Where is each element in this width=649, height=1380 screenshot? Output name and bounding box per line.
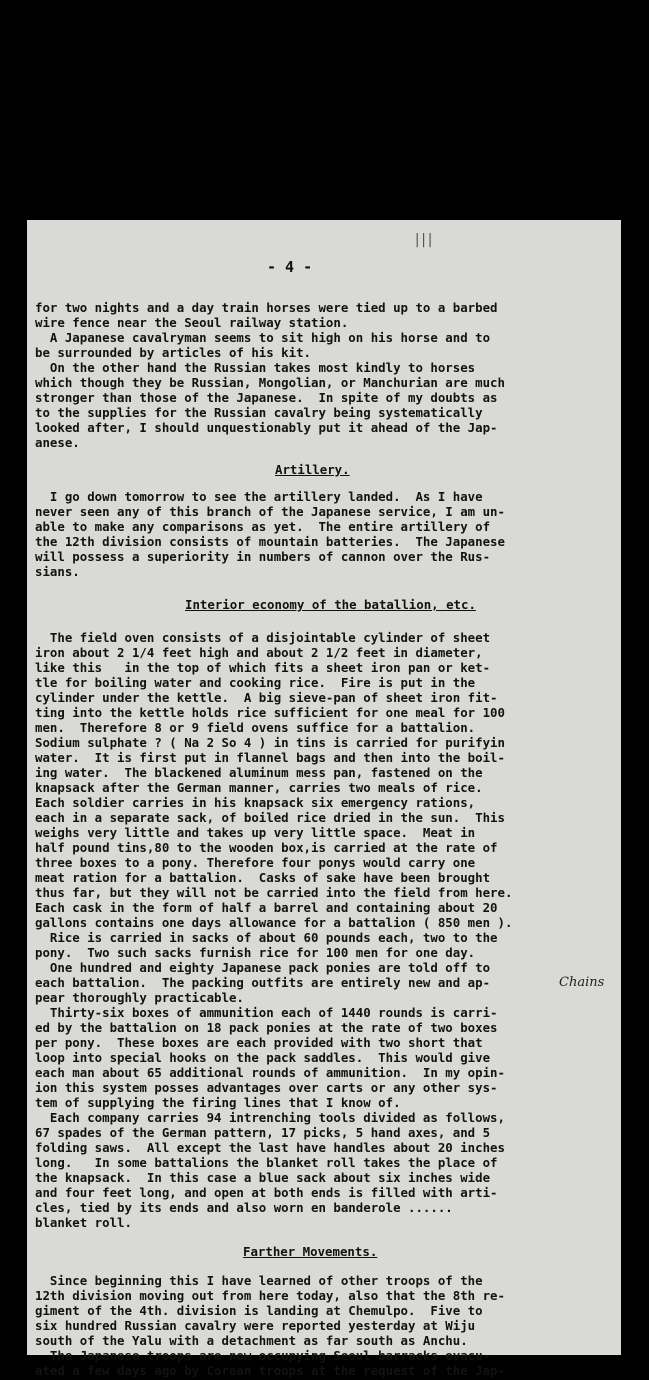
text-line: I go down tomorrow to see the artillery landed. As I have — [35, 489, 483, 504]
text-line: per pony. These boxes are each provided with two short that — [35, 1035, 483, 1050]
text-line: half pound tins,80 to the wooden box,is carried at the rate of — [35, 840, 498, 855]
ink-mark: ||| — [413, 232, 433, 248]
paragraph-farther-movements — [35, 1273, 613, 1378]
heading-farther-movements: Farther Movements. — [243, 1244, 378, 1259]
handwritten-margin-note: Chains — [559, 975, 605, 990]
text-line: like this in the top of which fits a sheet iron pan or ket- — [35, 660, 491, 675]
text-line: the knapsack. In this case a blue sack about six inches wide — [35, 1170, 491, 1185]
text-line: stronger than those of the Japanese. In spite of my doubts as — [35, 390, 498, 405]
document-page — [27, 220, 621, 1378]
text-line: Sodium sulphate ? ( Na 2 So 4 ) in tins is carried for purifyin — [35, 735, 505, 750]
text-line: blanket roll. — [35, 1215, 132, 1230]
text-line: ting into the kettle holds rice sufficient for one meal for 100 — [35, 705, 505, 720]
text-line: ated a few days ago by Corean troops at the request of the Jap- — [35, 1363, 505, 1378]
text-line: 12th division moving out from here today, also that the 8th re- — [35, 1288, 505, 1303]
paragraph-cavalry — [35, 300, 613, 450]
heading-artillery: Artillery. — [275, 462, 350, 477]
text-line: each battalion. The packing outfits are entirely new and ap- — [35, 975, 491, 990]
text-line: anese. — [35, 435, 80, 450]
text-line: for two nights and a day train horses were tied up to a barbed — [35, 300, 498, 315]
text-line: Each cask in the form of half a barrel and containing about 20 — [35, 900, 498, 915]
text-line: knapsack after the German manner, carries two meals of rice. — [35, 780, 483, 795]
text-line: which though they be Russian, Mongolian, or Manchurian are much — [35, 375, 505, 390]
text-line: cles, tied by its ends and also worn en banderole ...... — [35, 1200, 453, 1215]
text-line: folding saws. All except the last have handles about 20 inches — [35, 1140, 505, 1155]
text-line: cylinder under the kettle. A big sieve-pan of sheet iron fit- — [35, 690, 498, 705]
text-line: ed by the battalion on 18 pack ponies at the rate of two boxes — [35, 1020, 498, 1035]
text-line: men. Therefore 8 or 9 field ovens suffice for a battalion. — [35, 720, 476, 735]
text-line: Each soldier carries in his knapsack six emergency rations, — [35, 795, 476, 810]
text-line: long. In some battalions the blanket roll takes the place of — [35, 1155, 498, 1170]
text-line: weighs very little and takes up very little space. Meat in — [35, 825, 476, 840]
text-line: gallons contains one days allowance for a battalion ( 850 men ). — [35, 915, 513, 930]
text-line: The field oven consists of a disjointable cylinder of sheet — [35, 630, 491, 645]
paragraph-artillery — [35, 489, 613, 579]
text-line: loop into special hooks on the pack saddles. This would give — [35, 1050, 491, 1065]
text-line: each man about 65 additional rounds of ammunition. In my opin- — [35, 1065, 505, 1080]
text-line: sians. — [35, 564, 80, 579]
text-line: Thirty-six boxes of ammunition each of 1440 rounds is carri- — [35, 1005, 498, 1020]
text-line: Since beginning this I have learned of other troops of the — [35, 1273, 483, 1288]
text-line: the 12th division consists of mountain batteries. The Japanese — [35, 534, 505, 549]
text-line: wire fence near the Seoul railway station. — [35, 315, 349, 330]
text-line: One hundred and eighty Japanese pack ponies are told off to — [35, 960, 491, 975]
text-line: A Japanese cavalryman seems to sit high on his horse and to — [35, 330, 491, 345]
text-line: each in a separate sack, of boiled rice dried in the sun. This — [35, 810, 505, 825]
text-line: giment of the 4th. division is landing at Chemulpo. Five to — [35, 1303, 483, 1318]
text-line: to the supplies for the Russian cavalry being systematically — [35, 405, 483, 420]
page-number: - 4 - — [267, 258, 313, 276]
text-line: ing water. The blackened aluminum mess pan, fastened on the — [35, 765, 483, 780]
text-line: 67 spades of the German pattern, 17 picks, 5 hand axes, and 5 — [35, 1125, 491, 1140]
text-line: pony. Two such sacks furnish rice for 100 men for one day. — [35, 945, 476, 960]
text-line: be surrounded by articles of his kit. — [35, 345, 312, 360]
text-line: Rice is carried in sacks of about 60 pounds each, two to the — [35, 930, 498, 945]
typed-text — [35, 300, 613, 1378]
text-line: ion this system posses advantages over carts or any other sys- — [35, 1080, 498, 1095]
text-line: On the other hand the Russian takes most kindly to horses — [35, 360, 476, 375]
text-line: thus far, but they will not be carried into the field from here. — [35, 885, 513, 900]
heading-interior-economy: Interior economy of the batallion, etc. — [185, 597, 476, 612]
text-line: water. It is first put in flannel bags and then into the boil- — [35, 750, 505, 765]
text-line: will possess a superiority in numbers of cannon over the Rus- — [35, 549, 491, 564]
text-line: meat ration for a battalion. Casks of sake have been brought — [35, 870, 491, 885]
text-line: able to make any comparisons as yet. The entire artillery of — [35, 519, 491, 534]
text-line: looked after, I should unquestionably put it ahead of the Jap- — [35, 420, 498, 435]
text-line: and four feet long, and open at both ends is filled with arti- — [35, 1185, 498, 1200]
text-line: iron about 2 1/4 feet high and about 2 1/2 feet in diameter, — [35, 645, 483, 660]
text-line: tem of supplying the firing lines that I know of. — [35, 1095, 401, 1110]
text-line: never seen any of this branch of the Japanese service, I am un- — [35, 504, 505, 519]
text-line: The Japanese troops are now occupying Seoul barracks evacu- — [35, 1348, 491, 1363]
text-line: six hundred Russian cavalry were reported yesterday at Wiju — [35, 1318, 476, 1333]
text-line: three boxes to a pony. Therefore four ponys would carry one — [35, 855, 476, 870]
text-line: pear thoroughly practicable. — [35, 990, 244, 1005]
paragraph-interior-economy — [35, 630, 613, 1230]
text-line: tle for boiling water and cooking rice. Fire is put in the — [35, 675, 476, 690]
text-line: Each company carries 94 intrenching tools divided as follows, — [35, 1110, 505, 1125]
text-line: south of the Yalu with a detachment as far south as Anchu. — [35, 1333, 468, 1348]
